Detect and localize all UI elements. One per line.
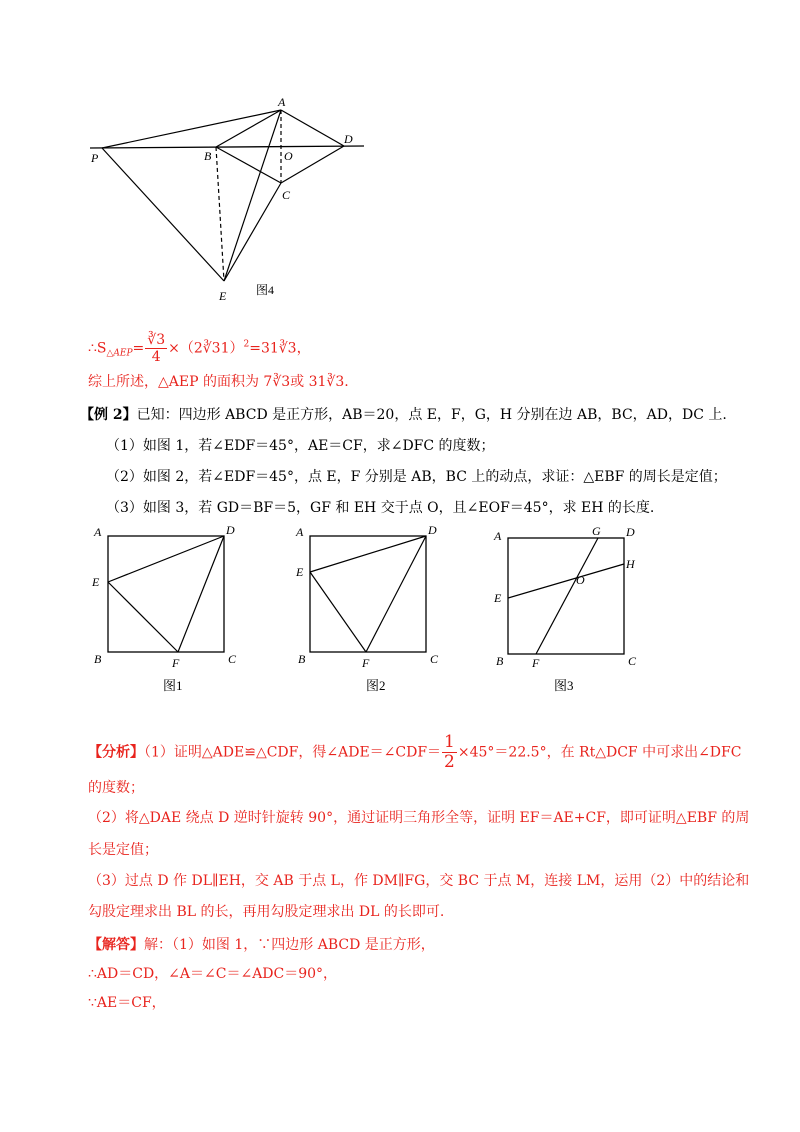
fig3-label-E: E <box>494 591 502 605</box>
fig1-label-F: F <box>172 656 180 670</box>
fig2-label-E: E <box>296 565 304 579</box>
fig3-label-H: H <box>626 557 635 571</box>
figure-4-caption: 图4 <box>256 283 275 297</box>
fig1-label-D: D <box>226 523 235 537</box>
fig1-label-A: A <box>94 525 102 539</box>
figure-1 <box>88 520 248 690</box>
summary-line: 综上所述，△AEP 的面积为 7∛3或 31∛3. <box>88 374 349 390</box>
analysis-line-3-cont: 勾股定理求出 BL 的长，再用勾股定理求出 DL 的长即可. <box>88 904 445 920</box>
question-1: （1）如图 1，若∠EDF＝45°，AE＝CF，求∠DFC 的度数； <box>106 438 495 454</box>
fig3-label-G: G <box>592 524 601 538</box>
fraction: $\frac{∛3}{4}$ <box>147 332 166 365</box>
fig2-label-A: A <box>296 525 304 539</box>
question-2: （2）如图 2，若∠EDF＝45°，点 E，F 分别是 AB，BC 上的动点，求证：△EBF 的周长是定值； <box>106 469 727 485</box>
figure-4 <box>86 98 376 308</box>
label-C: C <box>282 188 291 202</box>
label-P: P <box>91 151 99 165</box>
fig3-label-B: B <box>496 654 504 668</box>
analysis-line-2: （2）将△DAE 绕点 D 逆时针旋转 90°，通过证明三角形全等，证明 EF＝AE+CF，即可证明△EBF 的周 <box>88 810 750 826</box>
label-D: D <box>344 132 353 146</box>
label-A: A <box>278 98 286 109</box>
label-B: B <box>204 149 212 163</box>
fig1-label-C: C <box>228 652 237 666</box>
figure-2 <box>290 520 450 690</box>
fig3-label-A: A <box>494 529 502 543</box>
area-line: $\therefore S_{\triangle AEP}=$ $\frac{∛3}{4}$ ×（2∛31）$^2$=31∛3， <box>88 332 311 365</box>
figure-2-caption: 图2 <box>366 678 386 693</box>
solution-line-1: 【解答】解：（1）如图 1，∵四边形 ABCD 是正方形， <box>88 937 435 953</box>
example-2-statement: 【例 2】已知：四边形 ABCD 是正方形，AB＝20，点 E，F，G，H 分别在边 AB，BC，AD，DC 上. <box>80 407 727 423</box>
fig2-label-B: B <box>298 652 306 666</box>
fig3-label-C: C <box>628 654 637 668</box>
label-E: E <box>219 289 227 303</box>
figure-3 <box>490 520 650 690</box>
question-3: （3）如图 3，若 GD＝BF＝5，GF 和 EH 交于点 O，且∠EOF＝45°，求 EH 的长度. <box>106 500 655 516</box>
fig3-label-D: D <box>626 525 635 539</box>
label-O: O <box>284 149 293 163</box>
solution-line-3: ∵AE＝CF， <box>88 995 166 1011</box>
solution-line-2: ∴AD＝CD，∠A＝∠C＝∠ADC＝90°， <box>88 966 338 982</box>
figure-3-caption: 图3 <box>554 678 574 693</box>
fig3-label-O: O <box>576 573 585 587</box>
figure-1-caption: 图1 <box>163 678 183 693</box>
fig2-label-C: C <box>430 652 439 666</box>
analysis-line-2-cont: 长是定值； <box>88 842 158 858</box>
fig2-label-D: D <box>428 523 437 537</box>
fig2-label-F: F <box>362 656 370 670</box>
analysis-line-3: （3）过点 D 作 DL∥EH，交 AB 于点 L，作 DM∥FG，交 BC 于点 M，连接 LM，运用（2）中的结论和 <box>88 873 750 889</box>
analysis-line-1-cont: 的度数； <box>88 780 144 796</box>
analysis-line-1: 【分析】（1）证明△ADE≌△CDF，得∠ADE＝∠CDF＝ $\frac{1}{2}$ ×45°＝22.5°，在 Rt△DCF 中可求出∠DFC <box>88 732 742 772</box>
fig3-label-F: F <box>532 656 540 670</box>
fraction-half: $\frac{1}{2}$ <box>444 732 455 772</box>
fig1-label-B: B <box>94 652 102 666</box>
fig1-label-E: E <box>92 575 100 589</box>
